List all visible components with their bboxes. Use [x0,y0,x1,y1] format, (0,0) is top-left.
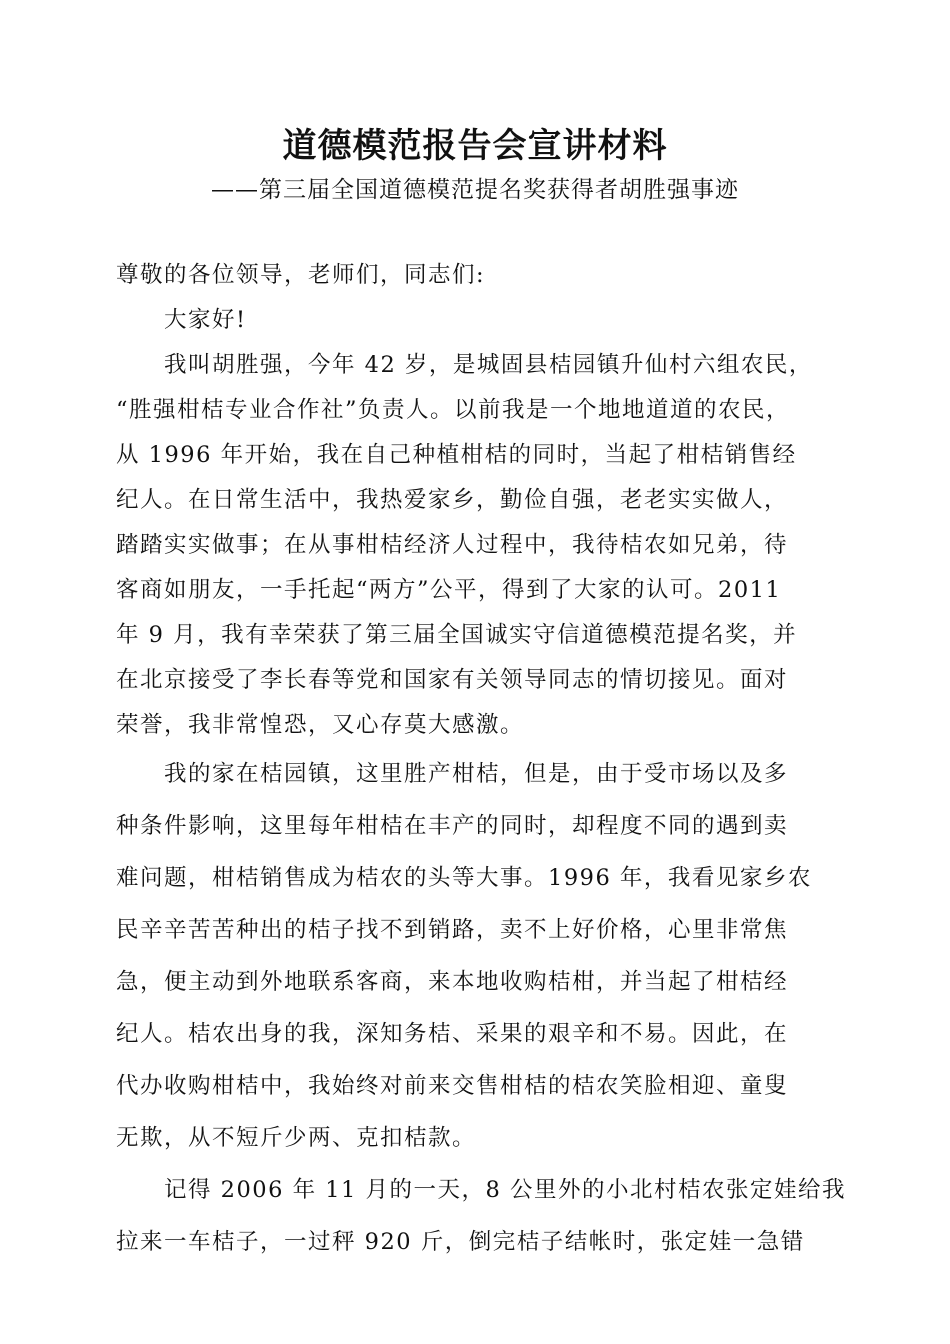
paragraph-2 [116,748,836,1164]
paragraph-line: 民辛辛苦苦种出的桔子找不到销路，卖不上好价格，心里非常焦 [116,917,789,943]
document-body [116,253,846,1268]
paragraph-line: 踏踏实实做事；在从事柑桔经济人过程中，我待桔农如兄弟，待 [116,532,789,558]
document-title: 道德模范报告会宣讲材料 [282,126,668,166]
paragraph-line: 荣誉，我非常惶恐，又心存莫大感激。 [116,712,525,738]
paragraph-line: 在北京接受了李长春等党和国家有关领导同志的情切接见。面对 [116,667,789,693]
paragraph-line: 我的家在桔园镇，这里胜产柑桔，但是，由于受市场以及多 [164,761,789,787]
paragraph-line: “胜强柑桔专业合作社”负责人。以前我是一个地地道道的农民， [116,397,791,423]
paragraph-line: 纪人。桔农出身的我，深知务桔、采果的艰辛和不易。因此，在 [116,1021,789,1047]
paragraph-line: 无欺，从不短斤少两、克扣桔款。 [116,1125,477,1151]
paragraph-line: 从 1996 年开始，我在自己种植柑桔的同时，当起了柑桔销售经 [116,442,797,468]
greeting: 大家好! [164,307,247,333]
paragraph-line: 难问题，柑桔销售成为桔农的头等大事。1996 年，我看见家乡农 [116,865,812,891]
paragraph-line: 拉来一车桔子，一过秤 920 斤，倒完桔子结帐时，张定娃一急错 [116,1229,805,1255]
paragraph-line: 年 9 月，我有幸荣获了第三届全国诚实守信道德模范提名奖，并 [116,622,798,648]
paragraph-line: 纪人。在日常生活中，我热爱家乡，勤俭自强，老老实实做人， [116,487,789,513]
paragraph-line: 种条件影响，这里每年柑桔在丰产的同时，却程度不同的遇到卖 [116,813,789,839]
paragraph-line: 代办收购柑桔中，我始终对前来交售柑桔的桔农笑脸相迎、童叟 [116,1073,789,1099]
paragraph-line: 客商如朋友，一手托起“两方”公平，得到了大家的认可。2011 [116,577,782,603]
paragraph-line: 我叫胡胜强，今年 42 岁，是城固县桔园镇升仙村六组农民， [164,352,813,378]
document-subtitle: ——第三届全国道德模范提名奖获得者胡胜强事迹 [211,177,739,203]
paragraph-1 [116,343,836,748]
paragraph-3 [116,1164,846,1268]
paragraph-line: 记得 2006 年 11 月的一天，8 公里外的小北村桔农张定娃给我 [164,1177,846,1203]
paragraph-line: 急，便主动到外地联系客商，来本地收购桔柑，并当起了柑桔经 [116,969,789,995]
salutation: 尊敬的各位领导，老师们，同志们: [116,262,486,288]
